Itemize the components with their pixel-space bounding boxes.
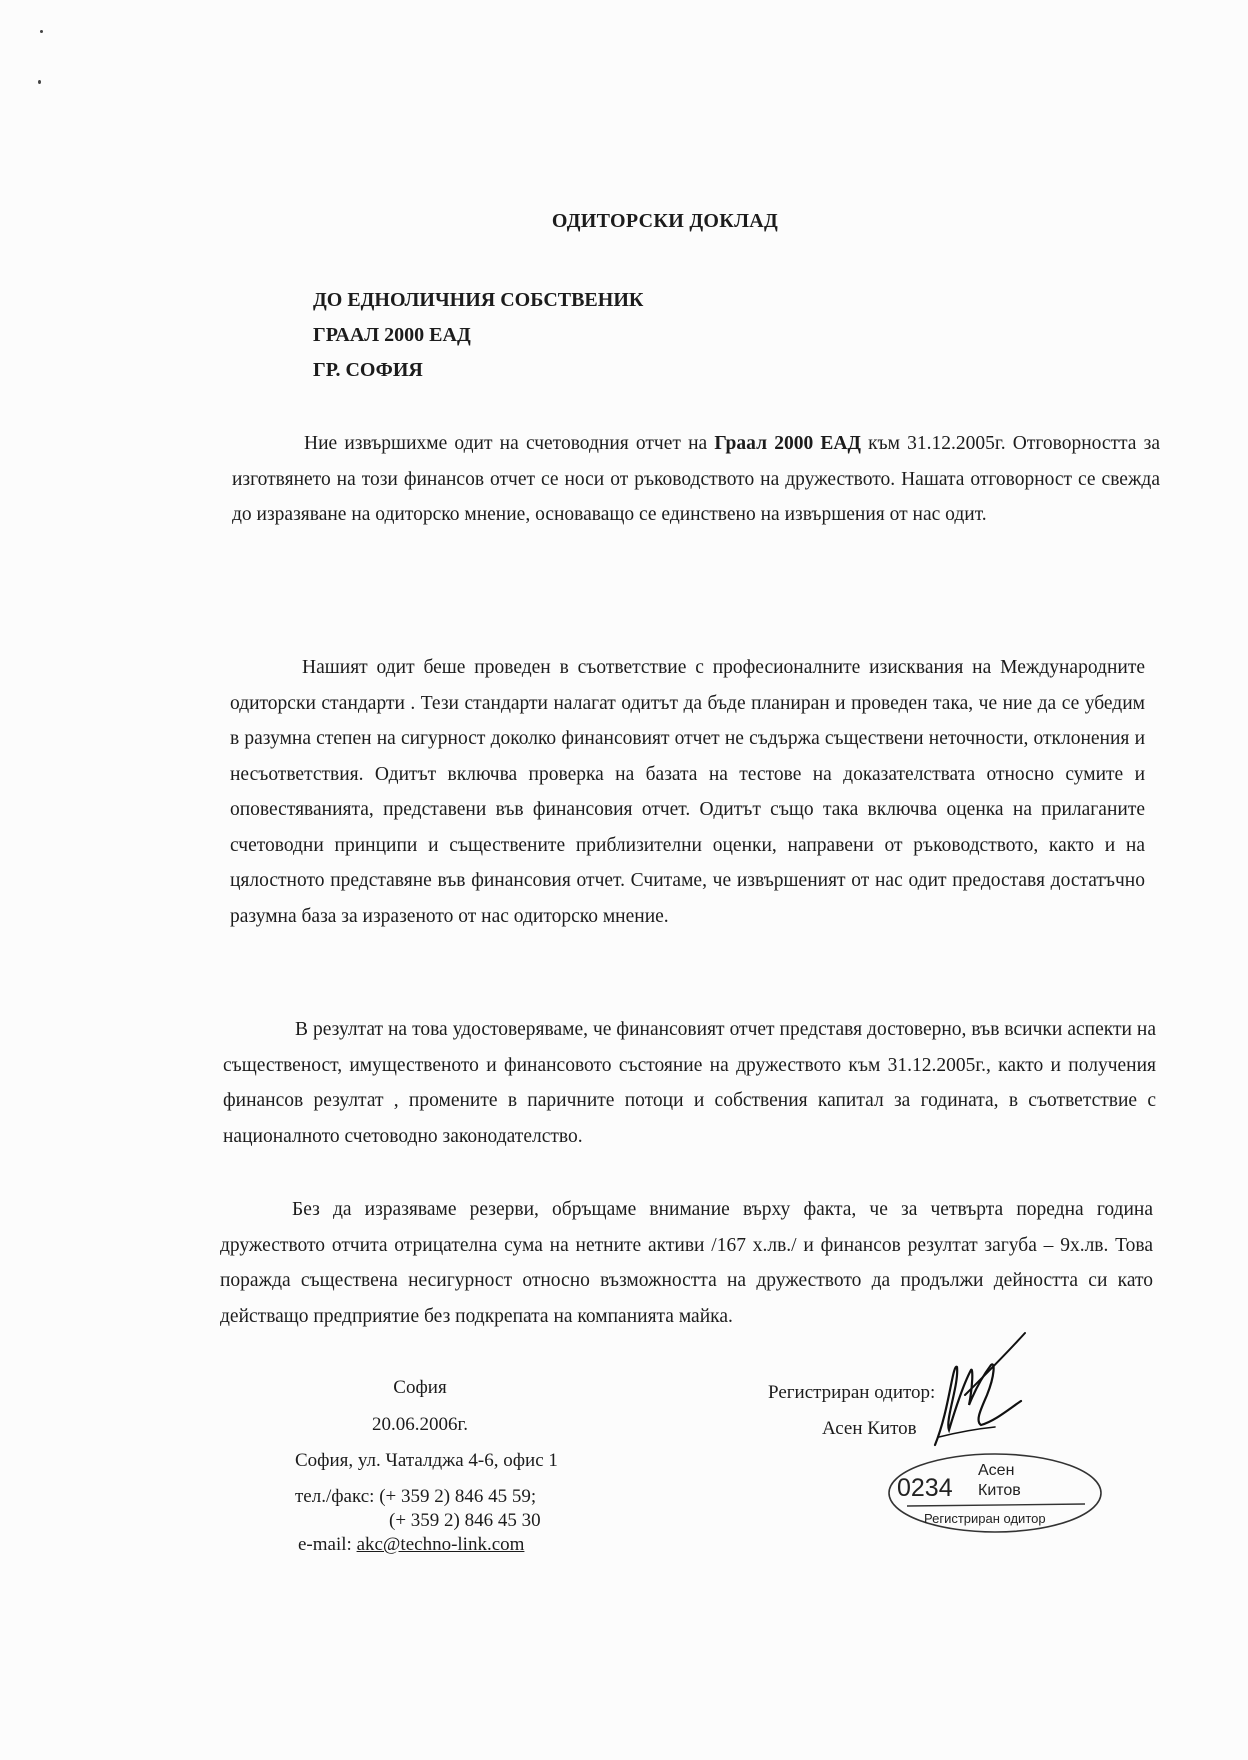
auditor-role: Регистриран одитор: <box>768 1382 936 1403</box>
footer-phone-2: (+ 359 2) 846 45 30 <box>389 1510 541 1531</box>
paragraph-1-part-1: Ние извършихме одит на счетоводния отчет на <box>304 433 715 454</box>
paragraph-1-part-2: към 31.12.2005г. Отговорността за изготвянето на този финансов отчет се носи от ръководството на дружеството. Нашата отговорност се свежда до изразяване на одиторско мнение, основаващо се единствено на извършения от нас одит. <box>232 433 1161 525</box>
footer-address: София, ул. Чаталджа 4-6, офис 1 <box>295 1450 558 1471</box>
footer-email-link[interactable]: akc@techno-link.com <box>356 1534 525 1555</box>
stamp-first-name: Асен <box>978 1462 1015 1479</box>
stamp-caption: Регистриран одитор <box>924 1511 1046 1526</box>
document-title: ОДИТОРСКИ ДОКЛАД <box>551 210 779 232</box>
paragraph-3 <box>223 1012 1156 1154</box>
footer-email-line <box>298 1534 524 1556</box>
stamp-last-name: Китов <box>978 1482 1021 1499</box>
paragraph-4 <box>220 1192 1153 1334</box>
company-name: Граал 2000 ЕАД <box>714 433 861 454</box>
scan-speck <box>40 30 43 33</box>
paragraph-2-text: Нашият одит беше проведен в съответствие с професионалните изисквания на Международните одиторски стандарти . Тези стандарти налагат одитът да бъде планиран и проведен така, че ние да се убедим в разумна степен на сигурност доколко финансовият отчет не съдържа съществени неточности, отклонения и несъответствия. Одитът включва проверка на базата на тестове на доказателствата относно сумите и оповестяванията, представени във финансовия отчет. Одитът също така включва оценка на прилаганите счетоводни принципи и съществените приблизителни оценки, направени от ръководството, както и на цялостното представяне във финансовия отчет. Считаме, че извършеният от нас одит предоставя достатъчно разумна база за изразеното от нас одиторско мнение. <box>230 657 1145 927</box>
footer-phone: тел./факс: (+ 359 2) 846 45 59; <box>295 1486 537 1507</box>
paragraph-1 <box>232 426 1160 533</box>
paragraph-3-text: В резултат на това удостоверяваме, че финансовият отчет представя достоверно, във всички аспекти на същественост, имущественото и финансовото състояние на дружеството към 31.12.2005г., както и получения финансов резултат , промените в паричните потоци и собствения капитал за годината, в съответствие с националното счетоводно законодателство. <box>223 1019 1156 1147</box>
stamp-number: 0234 <box>897 1474 953 1502</box>
paragraph-2 <box>230 650 1145 934</box>
scan-speck <box>38 80 41 84</box>
addressee-line-3: ГР. СОФИЯ <box>313 359 423 381</box>
footer-date: 20.06.2006г. <box>372 1414 468 1435</box>
addressee-line-2: ГРААЛ 2000 ЕАД <box>313 324 471 346</box>
addressee-line-1: ДО ЕДНОЛИЧНИЯ СОБСТВЕНИК <box>313 289 644 311</box>
handwritten-signature <box>925 1325 1045 1455</box>
footer-email-label: e-mail: <box>298 1534 357 1555</box>
paragraph-4-text: Без да изразяваме резерви, обръщаме внимание върху факта, че за четвърта поредна година дружеството отчита отрицателна сума на нетните активи /167 х.лв./ и финансов резултат загуба – 9х.лв. Това поражда съществена несигурност относно възможността на дружеството да продължи дейността си като действащо предприятие без подкрепата на компанията майка. <box>220 1199 1153 1327</box>
footer-city: София <box>393 1377 447 1398</box>
auditor-name: Асен Китов <box>822 1418 917 1439</box>
